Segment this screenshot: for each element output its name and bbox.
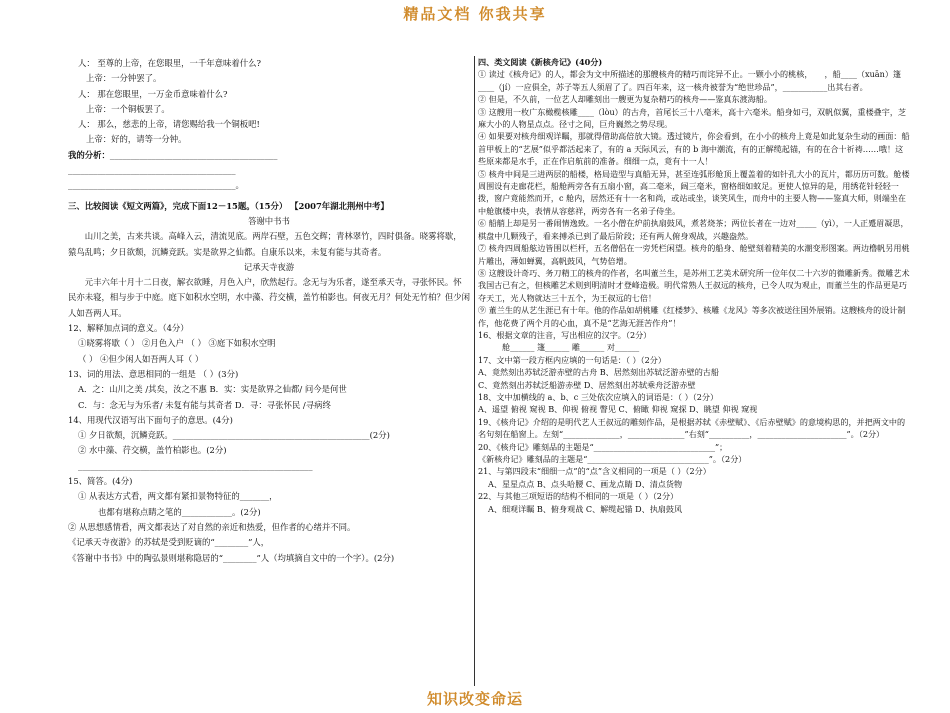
question-21-options: A、星星点点 B、点头哈腰 C、画龙点睛 D、清点货物 (488, 478, 683, 489)
question-18: 18、文中加横线的 a、b、c 三处依次应填入的词语是：（ ）（2分） (478, 391, 719, 402)
question-22-options: A、细观详瞩 B、俯身观战 C、解缆起锚 D、执扇鼓风 (488, 503, 683, 514)
question-15-item: 《答谢中书书》中的陶弘景则堪称隐居的“________”人（均填摘自文中的一个字）。(2分) (68, 552, 395, 563)
section-3-title: 三、比较阅读《短文两篇》，完成下面12－15题。（15分） 【2007年湖北荆州中考】 (68, 200, 389, 211)
question-13-options: A．之：山川之美 /其矣，汝之不惠 B．实：实是欲界之仙都/ 问今是何世 (78, 384, 347, 395)
footer-banner: 知识改变命运 (426, 690, 523, 708)
question-15-item: ② 从思想感情看，两文都表达了对自然的亲近和热爱，但作者的心绪并不同。 (68, 521, 356, 532)
passage-paragraph: ⑥ 船艄上却是另一番闹情逸致。一名小僧在炉前执扇鼓风，煮茗烧茶；两位长者在一边对_____（yì），一人正蹙眉凝思，棋盘中几颗残子，看来搏杀已到了最后阶段；还有两人俯身观战，兴趣盎然。 (478, 218, 909, 241)
passage-paragraph: ⑧ 这艘设计奇巧、务刀精工的核舟的作者，名叫董兰生，是苏州工艺美术研究所一位年仅二十六岁的微雕新秀。微雕艺术我国古已有之，但核雕艺术则到明清时才登峰造极。明代常熟人王叔远的核舟，已令人叹为观止，而董兰生的作品更是巧夺天工，光人物就达三十五个，为王叔远的七倍！ (478, 267, 910, 303)
question-15: 15、简答。(4分) (68, 476, 133, 487)
dialogue-line: 上帝：一分钟罢了。 (86, 73, 162, 84)
answer-line[interactable]: ________________________________________________________ (78, 460, 313, 471)
analysis-answer-line[interactable]: ________________________________________ (109, 149, 278, 160)
dialogue-line: 人： 那么，慈悲的上帝，请您赐给我一个铜板吧! (78, 119, 260, 130)
passage-paragraph: ⑦ 核舟四周船舷边皆围以栏杆，五名僧侣在一旁凭栏闲望。核舟的船身、舱壁刻着精美的水潮变形图案。两边橹帆另用桃片雕出，薄如蝉翼，高帆鼓风，气势倍增。 (478, 243, 910, 266)
passage-2-title: 记承天寺夜游 (243, 261, 295, 272)
question-16-blanks[interactable]: 舱______ 篷______ 雕______ 对______ (502, 342, 640, 353)
left-column (68, 56, 470, 566)
passage-paragraph: ⑤ 核舟中间是三进两层的船楼，格局造型与真船无异，甚至连弧形舱顶上覆盖着的如针孔大小的瓦片，都历历可数。舱楼周围设有走廊花栏，船舱两旁各有五扇小窗，高二毫米，阔三毫米，窗格细如蚊足。更使人惊异的是，用绣花针轻轻一拨，窗户竟能然而开，c 舱内，居然还有十一名和尚，或站或坐，谈笑风生，而舟中的主要人物——鉴真大师，则端坐在中舱旗楼中央，表情从容慈祥，两旁各有一名弟子侍坐。 (478, 168, 910, 216)
question-21: 21、与第四段末“细细一点”的“点”含义相同的一项是（ ）（2分） (478, 466, 711, 477)
dialogue-line: 人： 那在您眼里，一万金币意味着什么? (78, 88, 228, 99)
right-column (478, 56, 910, 515)
question-17: 17、文中第一段方框内应填的一句话是：（ ）（2分） (478, 354, 666, 365)
question-15-item: 《记承天寺夜游》的苏轼是受到贬谪的“________”人， (68, 537, 270, 548)
dialogue-line: 人： 至尊的上帝，在您眼里，一千年意味着什么? (78, 58, 262, 68)
question-13: 13、词的用法、意思相同的一组是 （ ）(3分) (68, 368, 239, 379)
passage-paragraph: ② 但是，不久前，一位艺人却雕刻出一艘更为复杂精巧的核舟——鉴真东渡海船。 (478, 94, 772, 105)
analysis-prompt (68, 148, 470, 163)
passage-paragraph: ① 读过《核舟记》的人，都会为文中所描述的那艘核舟的精巧而诧异不止。一颗小小的桃核， ，船____（xuān）篷____（jí）一应俱全，苏子等五人须眉了了。四百年来，这一核舟被誉为“绝世珍品”，___________出其右者。 (478, 69, 902, 92)
question-13-options: C．与：念无与为乐者/ 未复有能与其奇者 D．寻：寻张怀民 /寻病终 (78, 399, 331, 410)
dialogue-line: 上帝：好的，请等一分钟。 (86, 134, 187, 145)
dialogue-line: 上帝：一个铜板罢了。 (86, 103, 170, 114)
section-4-title: 四、类文阅读《新核舟记》(40分) (478, 57, 603, 67)
question-15-item: ① 从表达方式看，两文都有紧扣景物特征的_______， (78, 491, 278, 502)
question-12-items: （ ） ④但少闲人如吾两人耳（ ） (78, 353, 204, 364)
passage-1-title: 答谢中书书 (248, 215, 290, 226)
question-17-options: A、竟然刻出苏轼泛游赤壁的古舟 B、居然刻出苏轼泛游赤壁的古船 (478, 367, 719, 378)
passage-2-text: 元丰六年十月十二日夜，解衣欲睡，月色入户，欣然起行。念无与为乐者，遂至承天寺，寻张怀民。怀民亦未寝，相与步于中庭。庭下如积水空明，水中藻、荇交横，盖竹柏影也。何夜无月？何处无竹柏？但少闲人如吾两人耳。 (68, 277, 470, 318)
passage-paragraph: ⑨ 董兰生的从艺生涯已有十年。他的作品如胡桃雕《红楼梦》、核雕《龙风》等多次被送往国外展销。这艘核舟的设计制作，他花费了两个月的心血，真不是“艺海无涯苦作舟”！ (478, 305, 906, 328)
passage-paragraph: ④ 如果要对核舟细观详瞩，那就得借助高倍放大镜。透过镜片，你会看到，在小小的核舟上竟是如此复杂生动的画面：船首甲板上的“艺展”似乎都活起来了，有的 a 天际风云，有的 b 海中潮流，有的正解缆起锚，有的在合十祈祷……哦！这些原来都是水手，正在作启航前的准备。细细一点，竟有十一人！ (478, 131, 910, 167)
header-banner: 精品文档 你我共享 (403, 5, 547, 23)
passage-1-text: 山川之美，古来共谈。高峰入云，清流见底。两岸石壁，五色交辉；青林翠竹，四时俱备。晓雾将歇，猿鸟乱鸣；夕日欲颓，沉鳞竞跃。实是欲界之仙都。自康乐以来，未复有能与其奇者。 (68, 231, 462, 257)
question-20: 20、《核舟记》雕刻品的主题是“______________________________”； (478, 441, 728, 452)
question-22: 22、与其他三项短语的结构不相同的一项是（ ）（2分） (478, 491, 679, 502)
question-19: 19、《核舟记》介绍的是明代艺人王叔远的雕刻作品，是根据苏轼《赤壁赋》、《后赤壁赋》的意境构思的，并把两文中的名句刻在船窗上。左刻“______________，______________”右刻“__________，______________________”。（2分） (478, 416, 906, 440)
question-14-item: ② 水中藻、荇交横，盖竹柏影也。(2分) (78, 445, 227, 456)
analysis-label: 我的分析： (68, 149, 110, 160)
question-12-items: ①晓雾将歇（ ） ②月色入户 （ ） ③庭下如积水空明 (78, 338, 276, 349)
question-14: 14、用现代汉语写出下面句子的意思。(4分) (68, 414, 233, 425)
analysis-answer-line[interactable]: ________________________________________ (68, 165, 236, 176)
column-divider (474, 56, 475, 686)
question-20: 《新核舟记》雕刻品的主题是“______________________________”。（2分） (478, 454, 747, 464)
question-18-options: A、遥望 俯视 窥视 B、仰视 俯视 瞥见 C、俯瞰 仰视 窥探 D、眺望 仰视 窥视 (478, 404, 758, 415)
passage-paragraph: ③ 这艘用一枚广东橄榄核雕____（lòu）的古舟，首尾长三十八毫米，高十六毫米。船身如弓，双帆似翼，重楼叠宇，芝麻大小的人物星点点。径寸之间，巨舟巍然之势尽现。 (478, 106, 907, 130)
question-16: 16、根据文章的注音，写出相应的汉字。（2分） (478, 329, 652, 340)
question-17-options: C、竟然刻出苏轼泛船游赤壁 D、居然刻出苏轼乘舟泛游赤壁 (478, 379, 696, 390)
question-12: 12、解释加点词的意义。（4分） (68, 323, 189, 334)
question-14-item: ① 夕日欲颓，沉鳞竞跃。_______________________________________________(2分) (78, 430, 390, 441)
analysis-answer-line[interactable]: ________________________________________。 (68, 180, 244, 191)
question-15-item: 也都有堪称点睛之笔的____________。(2分) (98, 506, 261, 517)
